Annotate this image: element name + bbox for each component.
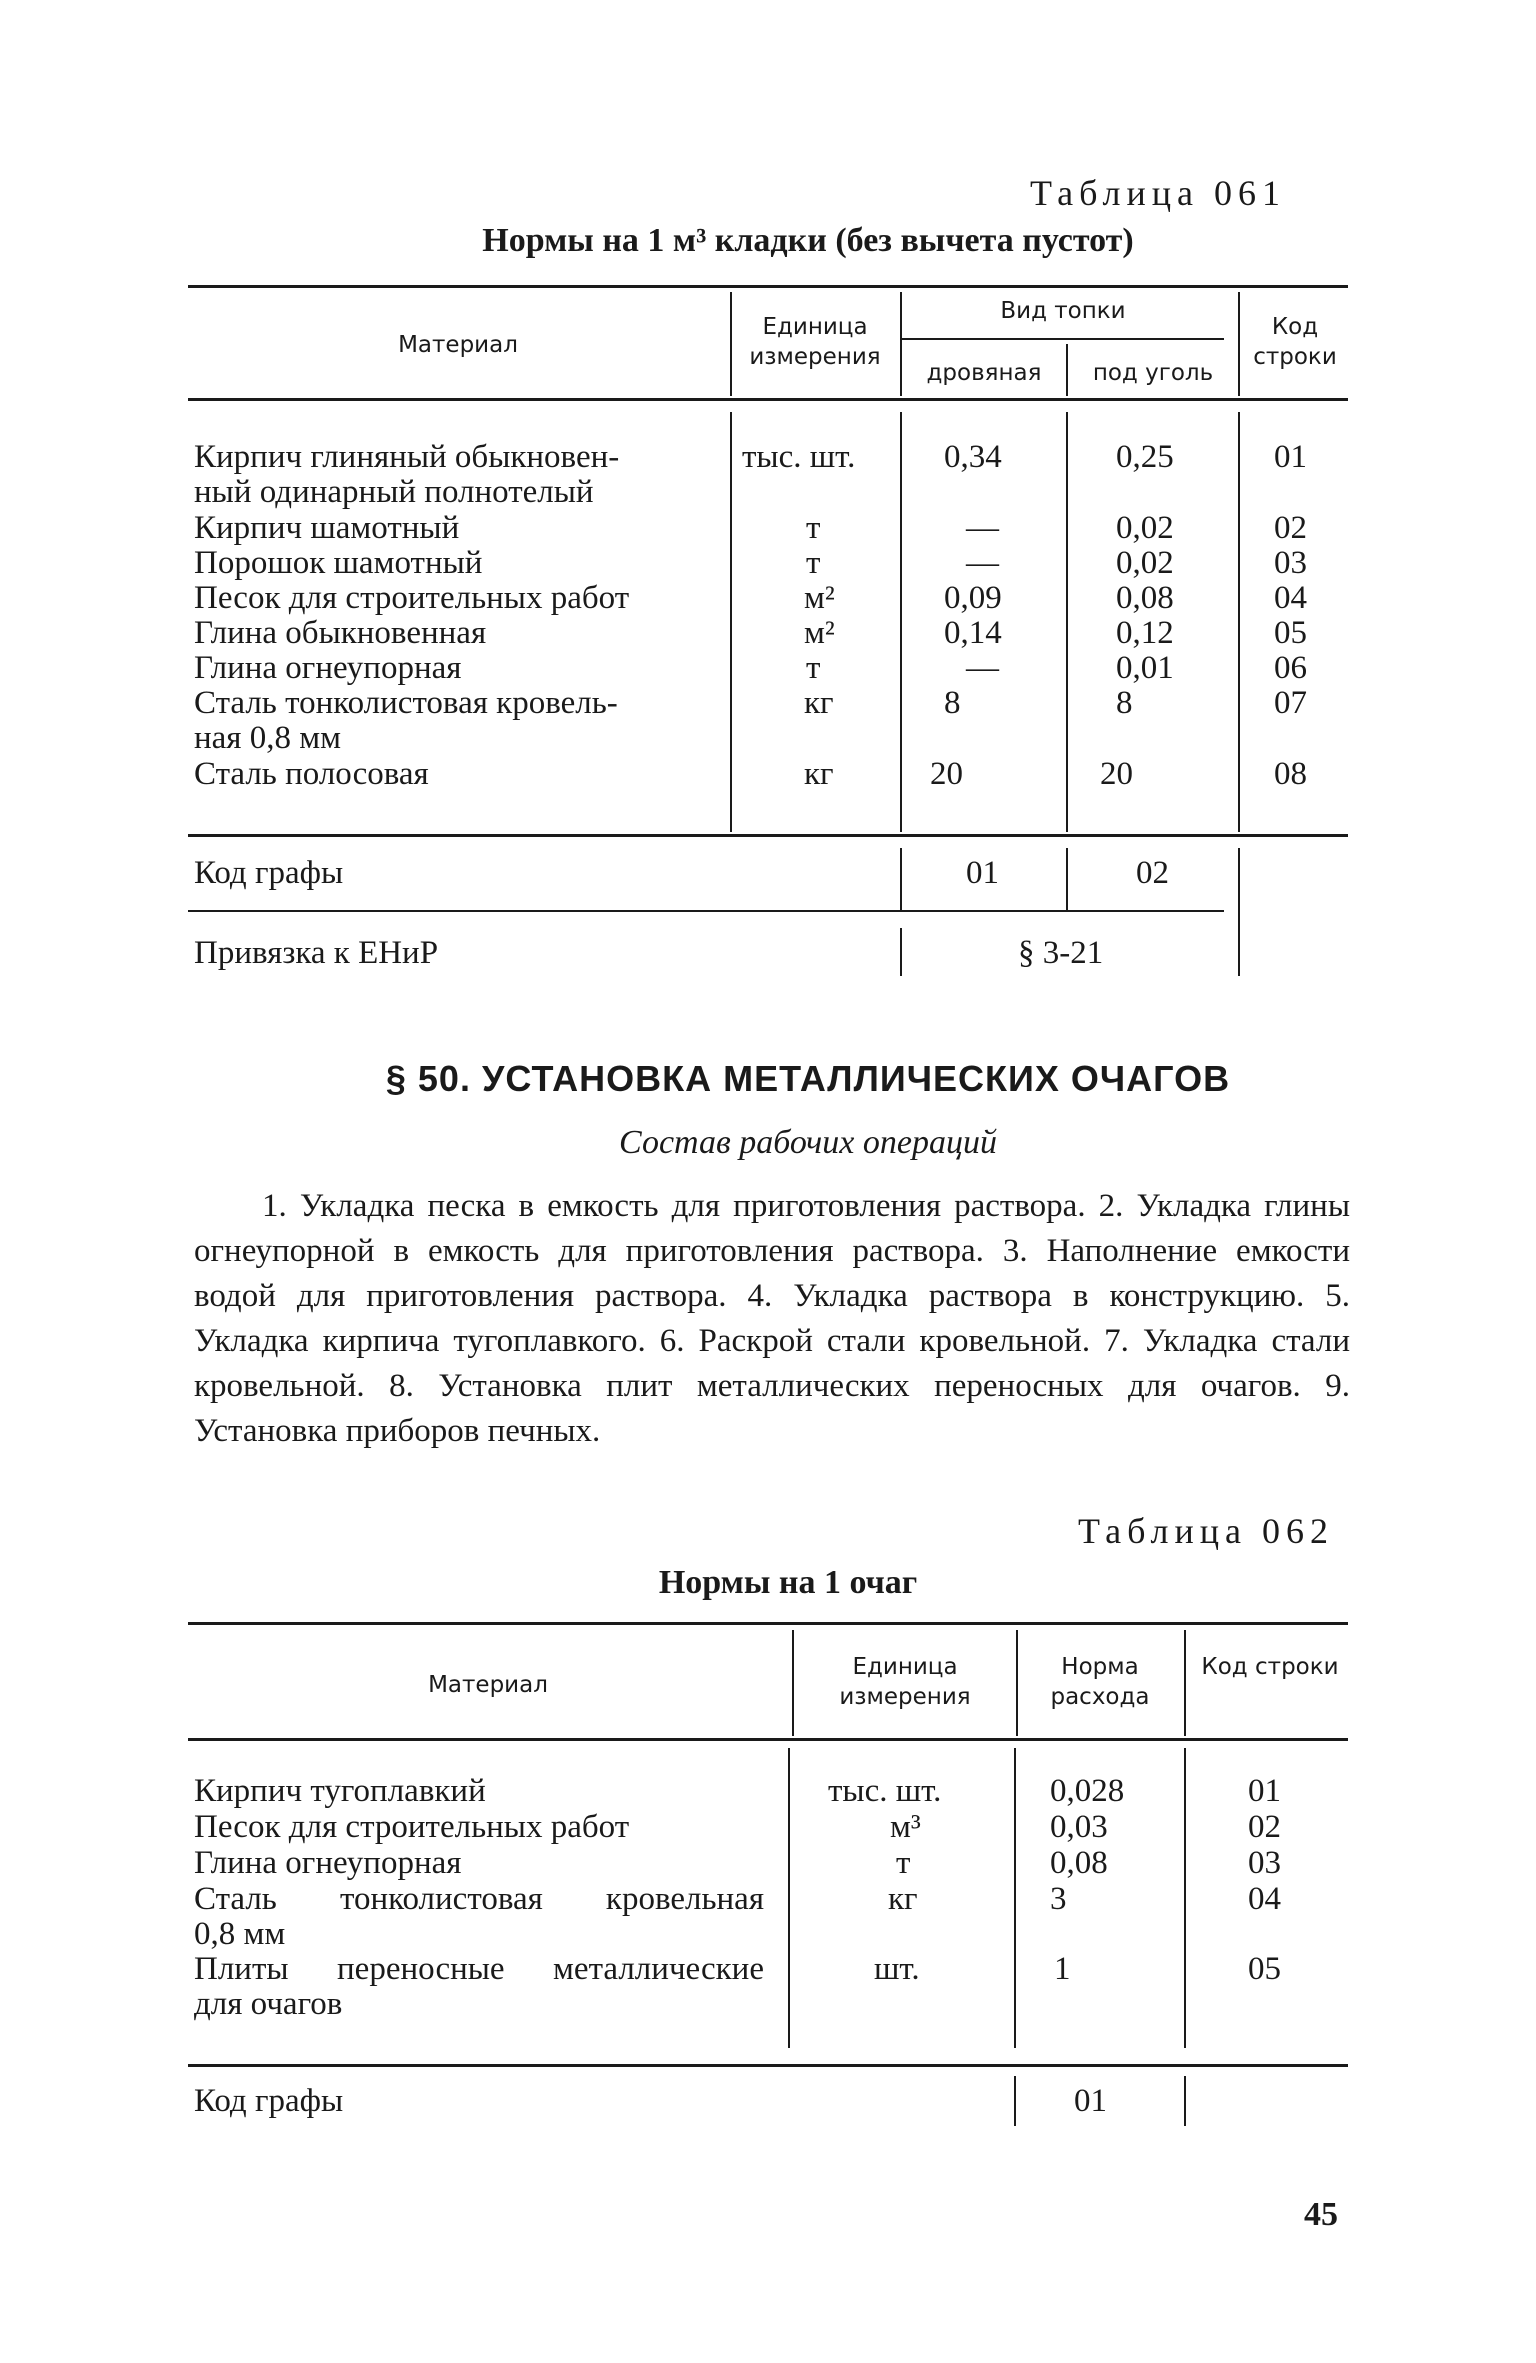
table1-header-rule — [188, 398, 1348, 401]
material-cell: Плиты переносные металлические — [194, 1951, 764, 1987]
material-cell: Глина огнеупорная — [194, 1845, 462, 1881]
material-cell: Кирпич тугоплавкий — [194, 1773, 486, 1809]
code-cell: 03 — [1248, 1845, 1281, 1881]
code-cell: 06 — [1274, 650, 1307, 686]
norm-cell: 0,08 — [1050, 1845, 1108, 1881]
t1-hdr-material: Материал — [398, 332, 518, 358]
t1-vline-foot3 — [1238, 848, 1240, 976]
code-cell: 05 — [1248, 1951, 1281, 1987]
table2-title: Нормы на 1 очаг — [658, 1564, 918, 1601]
table1-caption: Таблица 061 — [1030, 173, 1286, 213]
t1-column-code-01: 01 — [966, 855, 999, 891]
material-cell: Сталь тонколистовая кровель- — [194, 685, 618, 721]
unit-cell: тыс. шт. — [828, 1773, 942, 1809]
unit-cell: м² — [804, 580, 835, 616]
unit-cell: м² — [804, 615, 835, 651]
t2-vline-norm-hdr — [1016, 1630, 1018, 1736]
t1-hdr-fuel-type: Вид топки — [1000, 298, 1126, 324]
t1-hdr-code: Код строки — [1253, 314, 1337, 370]
table2-top-rule — [188, 1622, 1348, 1625]
code-cell: 07 — [1274, 685, 1307, 721]
coal-cell: 20 — [1100, 756, 1133, 792]
t2-vline-code-hdr — [1184, 1630, 1186, 1736]
material-cell: Песок для строительных работ — [194, 1809, 630, 1845]
t1-vline-foot2 — [1066, 848, 1068, 910]
t2-vline-unit — [788, 1748, 790, 2048]
t1-vline-wood — [900, 412, 902, 832]
section-subtitle: Состав рабочих операций — [619, 1124, 997, 1161]
code-cell: 05 — [1274, 615, 1307, 651]
t2-hdr-material: Материал — [428, 1672, 548, 1698]
coal-cell: 0,25 — [1116, 439, 1174, 475]
t1-vline-code — [1238, 412, 1240, 832]
coal-cell: 0,08 — [1116, 580, 1174, 616]
t1-hdr-wood: дровяная — [926, 360, 1042, 386]
norm-cell: 1 — [1054, 1951, 1071, 1987]
t2-hdr-code: Код строки — [1201, 1654, 1339, 1680]
unit-cell: т — [806, 510, 821, 546]
wood-cell: 0,14 — [944, 615, 1002, 651]
table2-caption: Таблица 062 — [1078, 1511, 1334, 1551]
t1-column-code-label: Код графы — [194, 855, 344, 891]
t1-vline-unit-hdr — [730, 292, 732, 396]
wood-cell: 8 — [944, 685, 961, 721]
code-cell: 02 — [1248, 1809, 1281, 1845]
wood-cell: 0,09 — [944, 580, 1002, 616]
unit-cell: т — [896, 1845, 911, 1881]
t1-vline-code-hdr — [1238, 292, 1240, 396]
t1-vline-foot1 — [900, 848, 902, 910]
unit-cell: кг — [804, 685, 834, 721]
unit-cell: т — [806, 545, 821, 581]
table1-top-rule — [188, 285, 1348, 288]
t2-vline-code — [1184, 1748, 1186, 2048]
t1-vline-coal — [1066, 412, 1068, 832]
code-cell: 02 — [1274, 510, 1307, 546]
table1-body-rule — [188, 834, 1348, 837]
t2-vline-foot2 — [1184, 2076, 1186, 2126]
unit-cell: тыс. шт. — [742, 439, 856, 475]
table2-header-rule — [188, 1738, 1348, 1741]
t2-hdr-norm: Норма расхода — [1050, 1654, 1150, 1710]
table2-body-rule — [188, 2064, 1348, 2067]
wood-cell: — — [966, 545, 999, 581]
t2-vline-norm — [1014, 1748, 1016, 2048]
material-cell: Сталь тонколистовая кровельная — [194, 1881, 764, 1917]
material-cell: Сталь полосовая — [194, 756, 429, 792]
table1-footer-rule — [188, 910, 1224, 912]
t1-vline-ref — [900, 928, 902, 976]
unit-cell: шт. — [874, 1951, 920, 1987]
unit-cell: т — [806, 650, 821, 686]
t1-column-code-02: 02 — [1136, 855, 1169, 891]
code-cell: 04 — [1274, 580, 1307, 616]
unit-cell: м³ — [890, 1809, 921, 1845]
t2-vline-unit-hdr — [792, 1630, 794, 1736]
wood-cell: 0,34 — [944, 439, 1002, 475]
t2-column-code-label: Код графы — [194, 2083, 344, 2119]
wood-cell: — — [966, 650, 999, 686]
t1-vline-unit — [730, 412, 732, 832]
coal-cell: 0,12 — [1116, 615, 1174, 651]
material-cell-cont: для очагов — [194, 1986, 343, 2022]
coal-cell: 0,02 — [1116, 545, 1174, 581]
coal-cell: 0,02 — [1116, 510, 1174, 546]
material-cell: Кирпич глиняный обыкновен- — [194, 439, 620, 475]
t2-vline-foot1 — [1014, 2076, 1016, 2126]
wood-cell: — — [966, 510, 999, 546]
material-cell: Порошок шамотный — [194, 545, 483, 581]
unit-cell: кг — [804, 756, 834, 792]
material-cell-cont: ная 0,8 мм — [194, 720, 342, 756]
code-cell: 01 — [1248, 1773, 1281, 1809]
t1-hdr-coal: под уголь — [1092, 360, 1214, 386]
code-cell: 08 — [1274, 756, 1307, 792]
t1-reference-value: § 3-21 — [1018, 935, 1104, 971]
coal-cell: 8 — [1116, 685, 1133, 721]
material-cell: Глина огнеупорная — [194, 650, 462, 686]
wood-cell: 20 — [930, 756, 963, 792]
norm-cell: 0,028 — [1050, 1773, 1125, 1809]
code-cell: 04 — [1248, 1881, 1281, 1917]
page-number: 45 — [1304, 2196, 1338, 2233]
t1-hdr-unit: Единица измерения — [749, 314, 881, 370]
material-cell: Кирпич шамотный — [194, 510, 460, 546]
table1-subheader-rule — [902, 338, 1224, 340]
t1-reference-label: Привязка к ЕНиР — [194, 935, 439, 971]
material-cell: Глина обыкновенная — [194, 615, 487, 651]
norm-cell: 0,03 — [1050, 1809, 1108, 1845]
material-cell-cont: 0,8 мм — [194, 1916, 286, 1952]
code-cell: 01 — [1274, 439, 1307, 475]
t2-hdr-unit: Единица измерения — [839, 1654, 971, 1710]
code-cell: 03 — [1274, 545, 1307, 581]
table1-title: Нормы на 1 м³ кладки (без вычета пустот) — [482, 222, 1134, 259]
unit-cell: кг — [888, 1881, 918, 1917]
material-cell-cont: ный одинарный полнотелый — [194, 474, 594, 510]
coal-cell: 0,01 — [1116, 650, 1174, 686]
t2-column-code-01: 01 — [1074, 2083, 1107, 2119]
norm-cell: 3 — [1050, 1881, 1067, 1917]
section-paragraph: 1. Укладка песка в емкость для приготовления раствора. 2. Укладка глины огнеупорной в емкость для приготовления раствора. 3. Наполнение емкости водой для приготовления раствора. 4. Укладка раствора в конструкцию. 5. Укладка кирпича тугоплавкого. 6. Раскрой стали кровельной. 7. Укладка стали кровельной. 8. Установка плит металлических переносных для очагов. 9. Установка приборов печных. — [194, 1188, 1350, 1449]
material-cell: Песок для строительных работ — [194, 580, 630, 616]
section-title: § 50. УСТАНОВКА МЕТАЛЛИЧЕСКИХ ОЧАГОВ — [385, 1058, 1231, 1099]
